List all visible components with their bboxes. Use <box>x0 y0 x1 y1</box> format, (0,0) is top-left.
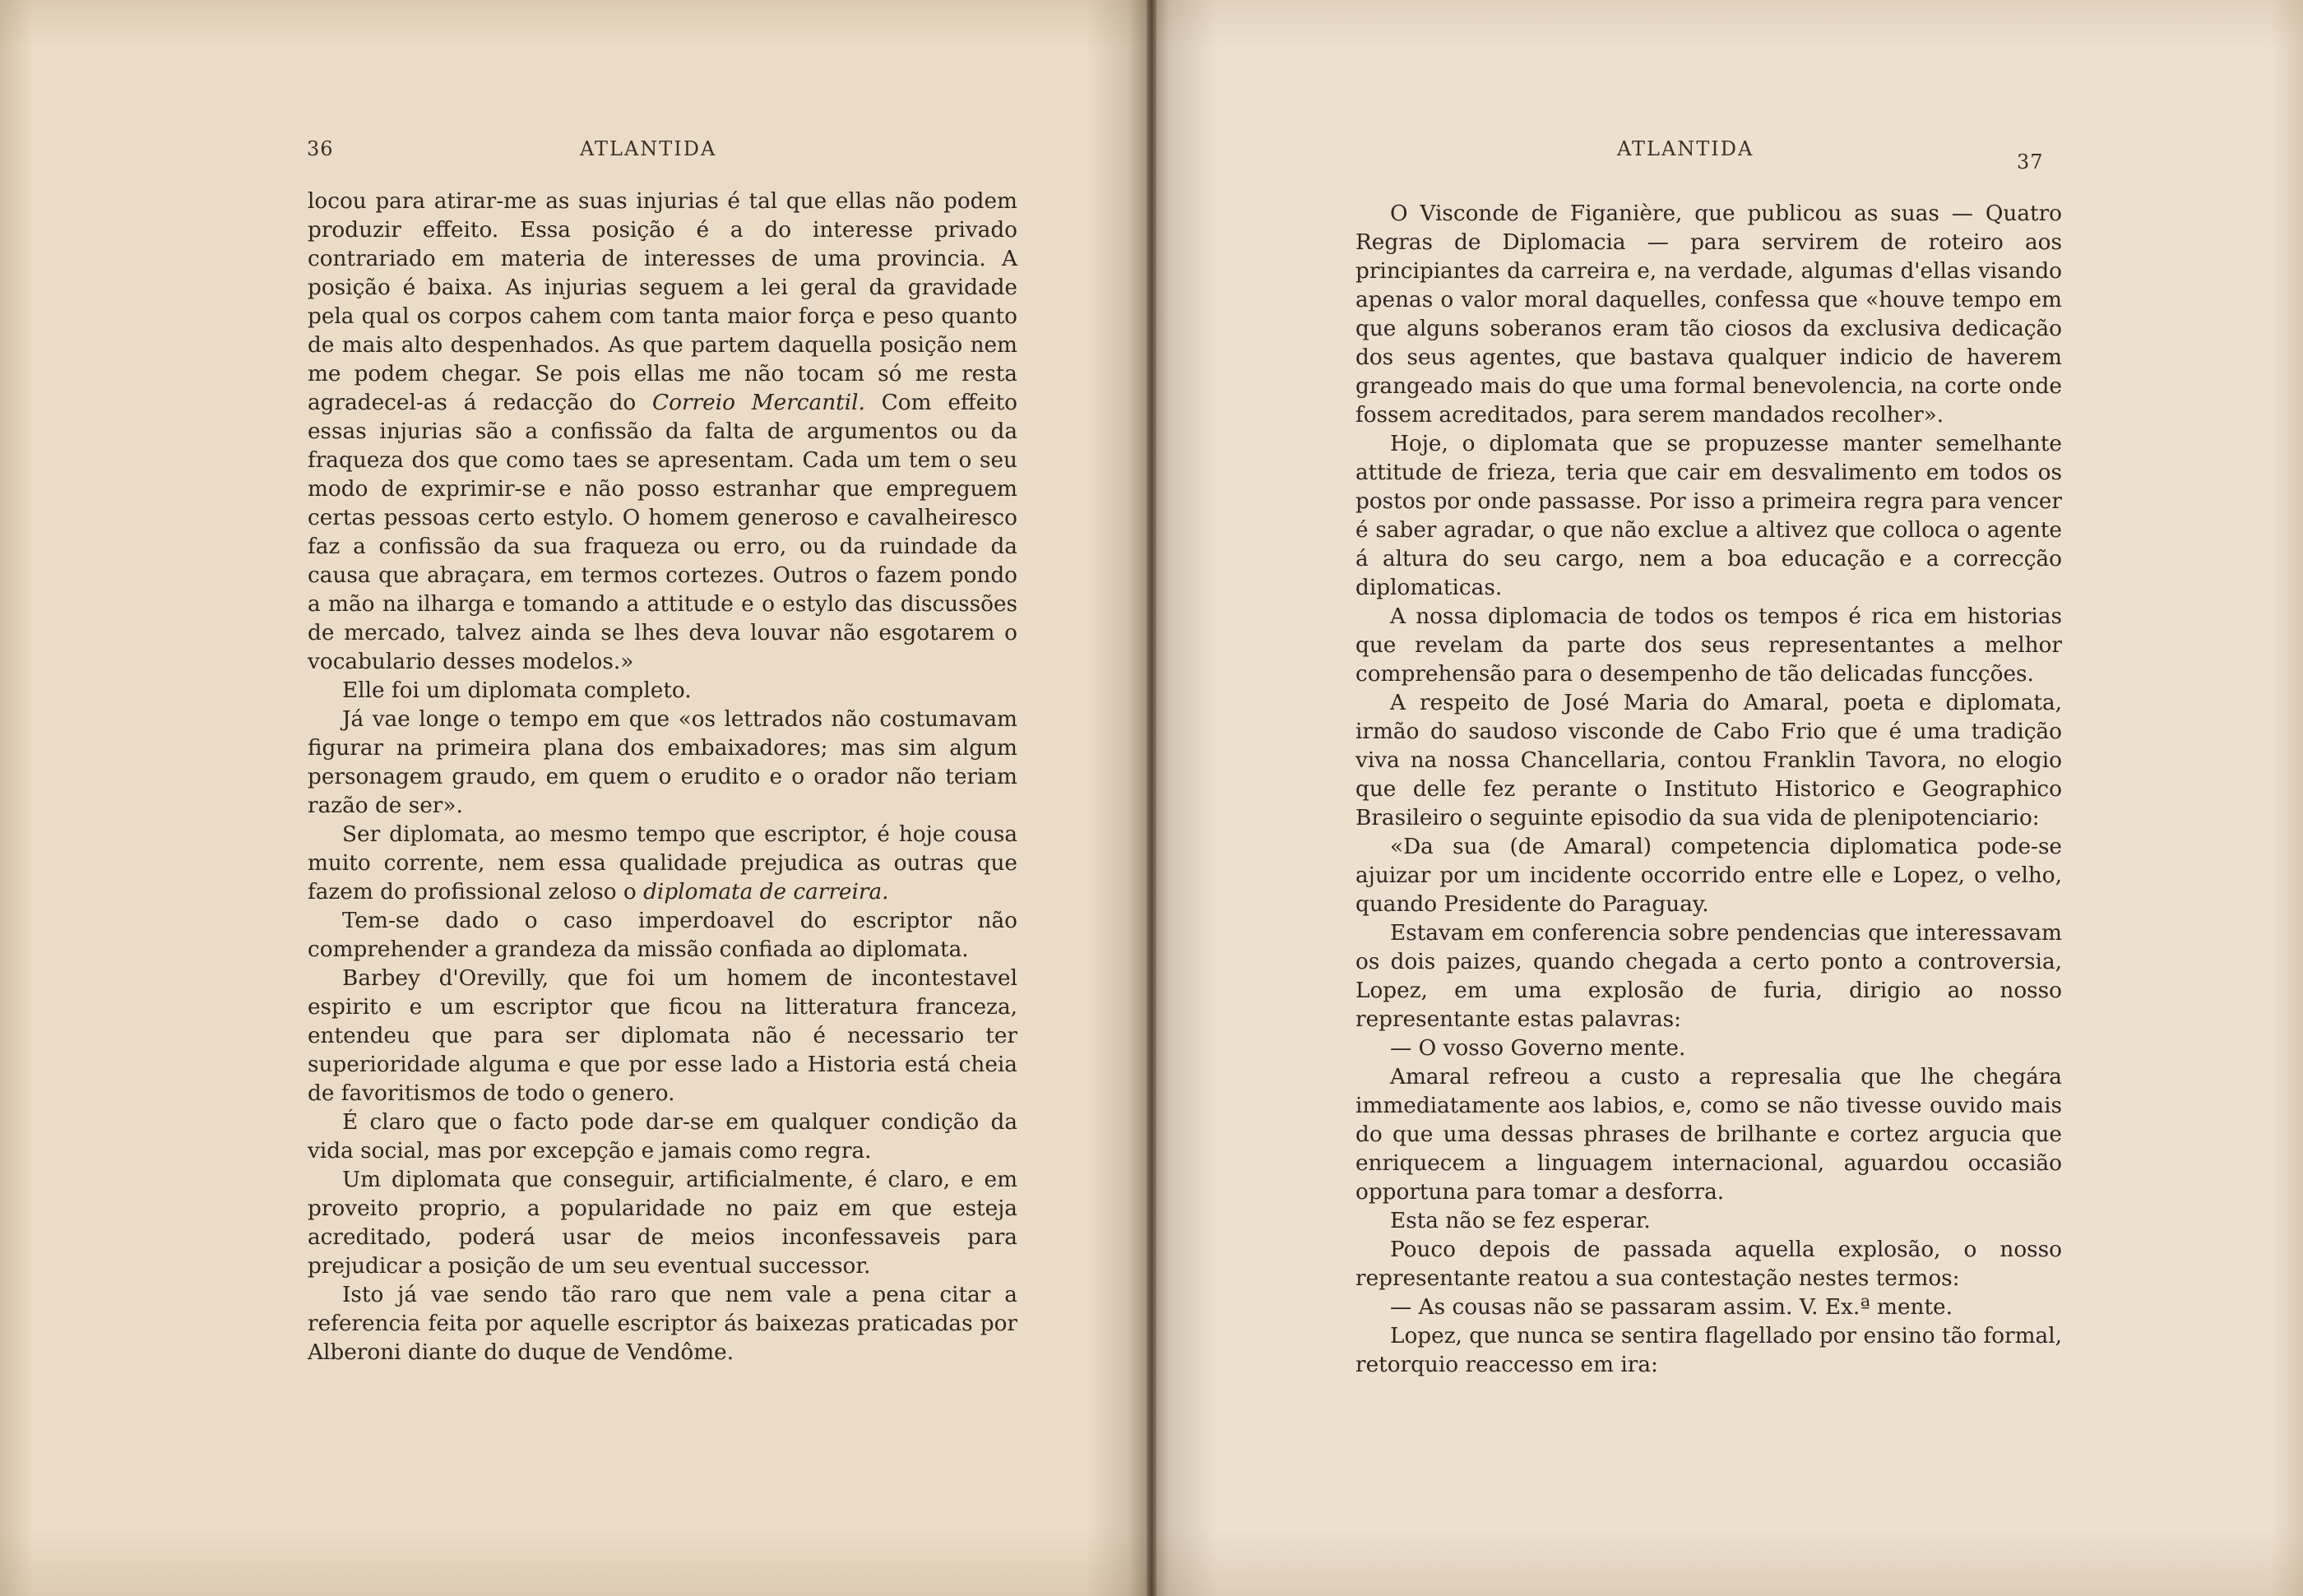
body-text <box>1355 200 2062 1380</box>
page-number: 36 <box>307 137 334 160</box>
text-run: Estavam em conferencia sobre pendencias que interessavam os dois paizes, quando chegada a certo ponto a controversia, Lopez, em uma explosão de furia, dirigio ao nosso representante estas palavras: <box>1355 921 2062 1032</box>
text-run: locou para atirar-me as suas injurias é tal que ellas não podem produzir effeito. Essa posição é a do interesse privado contrariado em materia de interesses de uma provincia. A posição é baixa. As injurias seguem a lei geral da gravidade pela qual os corpos cahem com tanta maior força e peso quanto de mais alto despenhados. As que partem daquella posição nem me podem chegar. Se pois ellas me não tocam só me resta agradecel-as á redacção do <box>308 189 1017 415</box>
running-title: ATLANTIDA <box>580 137 717 160</box>
text-run: Tem-se dado o caso imperdoavel do escriptor não comprehender a grandeza da missão confiada ao diplomata. <box>308 909 1017 962</box>
paragraph <box>308 821 1017 907</box>
paragraph <box>308 705 1017 821</box>
book-gutter <box>1147 0 1156 1596</box>
paragraph <box>1355 833 2062 919</box>
text-run: Amaral refreou a custo a represalia que lhe chegára immediatamente aos labios, e, como se não tivesse ouvido mais do que uma dessas phrases de brilhante e cortez argucia que enriquecem a linguagem internacional, aguardou occasião opportuna para tomar a desforra. <box>1355 1065 2062 1205</box>
paragraph <box>1355 200 2062 430</box>
text-run: — O vosso Governo mente. <box>1390 1036 1686 1061</box>
text-run: O Visconde de Figanière, que publicou as suas — Quatro Regras de Diplomacia — para servirem de roteiro aos principiantes da carreira e, na verdade, algumas d'ellas visando apenas o valor moral daquelles, confessa que «houve tempo em que alguns soberanos eram tão ciosos da exclusiva dedicação dos seus agentes, que bastava qualquer indicio de haverem grangeado mais do que uma formal benevolencia, na corte onde fossem acreditados, para serem mandados recolher». <box>1355 201 2062 428</box>
paragraph <box>1355 1293 2062 1322</box>
text-run: É claro que o facto pode dar-se em qualquer condição da vida social, mas por excepção e jamais como regra. <box>308 1110 1017 1163</box>
text-run: Com effeito essas injurias são a confissão da falta de argumentos ou da fraqueza dos que como taes se apresentam. Cada um tem o seu modo de exprimir-se e não posso estranhar que empreguem certas pessoas certo estylo. O homem generoso e cavalheiresco faz a confissão da sua fraqueza ou erro, ou da ruindade da causa que abraçara, em termos cortezes. Outros o fazem pondo a mão na ilharga e tomando a attitude e o estylo das discussões de mercado, talvez ainda se lhes deva louvar não esgotarem o vocabulario desses modelos.» <box>308 391 1017 674</box>
text-run: Hoje, o diplomata que se propuzesse manter semelhante attitude de frieza, teria que cair em desvalimento em todos os postos por onde passasse. Por isso a primeira regra para vencer é saber agradar, o que não exclue a altivez que colloca o agente á altura do seu cargo, nem a boa educação e a correcção diplomaticas. <box>1355 432 2062 600</box>
text-run: «Da sua (de Amaral) competencia diplomatica pode-se ajuizar por um incidente occorrido entre elle e Lopez, o velho, quando Presidente do Paraguay. <box>1355 835 2062 917</box>
body-text <box>308 187 1017 1367</box>
italic-text: Correio Mercantil. <box>652 391 865 415</box>
paragraph <box>308 1281 1017 1367</box>
paragraph <box>1355 430 2062 603</box>
paragraph <box>1355 1236 2062 1293</box>
page-number: 37 <box>2017 150 2044 173</box>
text-run: Barbey d'Orevilly, que foi um homem de incontestavel espirito e um escriptor que ficou na litteratura franceza, entendeu que para ser diplomata não é necessario ter superioridade alguma e que por esse lado a Historia está cheia de favoritismos de todo o genero. <box>308 966 1017 1106</box>
paragraph <box>1355 689 2062 833</box>
text-run: A respeito de José Maria do Amaral, poeta e diplomata, irmão do saudoso visconde de Cabo Frio que é uma tradição viva na nossa Chancellaria, contou Franklin Tavora, no elogio que delle fez perante o Instituto Historico e Geographico Brasileiro o seguinte episodio da sua vida de plenipotenciario: <box>1355 691 2062 830</box>
paragraph <box>308 677 1017 705</box>
paragraph <box>308 187 1017 677</box>
italic-text: diplomata de carreira. <box>643 880 889 904</box>
text-run: Lopez, que nunca se sentira flagellado por ensino tão formal, retorquio reaccesso em ira: <box>1355 1324 2062 1377</box>
paragraph <box>1355 919 2062 1034</box>
paragraph <box>1355 1322 2062 1380</box>
paragraph <box>1355 1063 2062 1207</box>
paragraph <box>308 1166 1017 1281</box>
text-run: Um diplomata que conseguir, artificialmente, é claro, e em proveito proprio, a popularidade no paiz em que esteja acreditado, poderá usar de meios inconfessaveis para prejudicar a posição de um seu eventual successor. <box>308 1168 1017 1279</box>
paragraph <box>308 965 1017 1108</box>
text-run: Esta não se fez esperar. <box>1390 1209 1651 1233</box>
text-run: A nossa diplomacia de todos os tempos é rica em historias que revelam da parte dos seus representantes a melhor comprehensão para o desempenho de tão delicadas funcções. <box>1355 604 2062 687</box>
text-run: Já vae longe o tempo em que «os lettrados não costumavam figurar na primeira plana dos embaixadores; mas sim algum personagem graudo, em quem o erudito e o orador não teriam razão de ser». <box>308 707 1017 818</box>
text-run: Elle foi um diplomata completo. <box>342 678 692 703</box>
running-title: ATLANTIDA <box>1617 137 1754 160</box>
paragraph <box>308 1108 1017 1166</box>
text-run: — As cousas não se passaram assim. V. Ex.ª mente. <box>1390 1295 1953 1320</box>
text-run: Isto já vae sendo tão raro que nem vale a pena citar a referencia feita por aquelle escriptor ás baixezas praticadas por Alberoni diante do duque de Vendôme. <box>308 1283 1017 1365</box>
right-page <box>1152 0 2303 1596</box>
text-run: Pouco depois de passada aquella explosão, o nosso representante reatou a sua contestação nestes termos: <box>1355 1237 2062 1291</box>
paragraph <box>1355 1207 2062 1236</box>
paragraph <box>308 907 1017 965</box>
paragraph <box>1355 1034 2062 1063</box>
text-run: Ser diplomata, ao mesmo tempo que escriptor, é hoje cousa muito corrente, nem essa qualidade prejudica as outras que fazem do profissional zeloso o <box>308 822 1017 904</box>
paragraph <box>1355 603 2062 689</box>
